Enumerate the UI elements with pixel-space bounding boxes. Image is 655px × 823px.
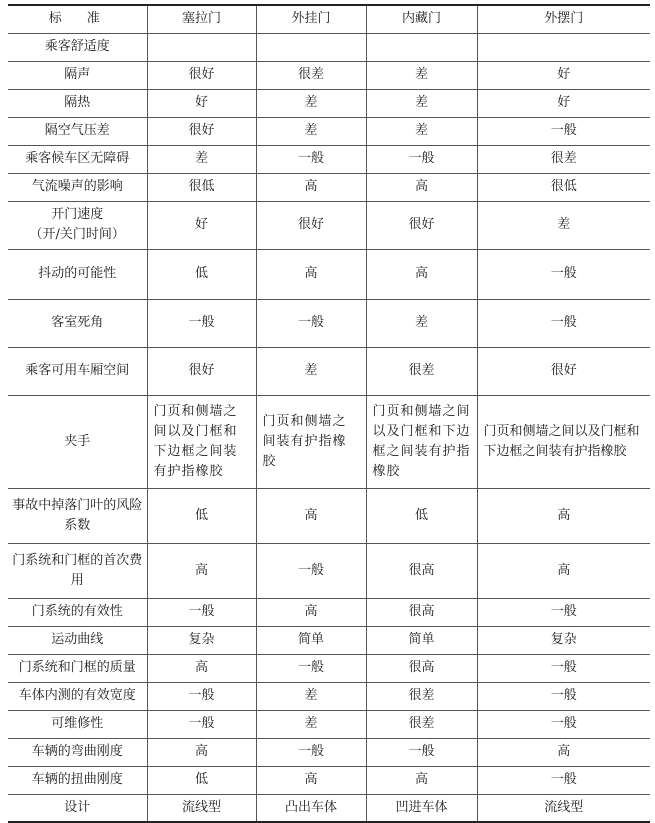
header-pocket-door: 内藏门 [366, 5, 477, 33]
table-cell: 凸出车体 [256, 794, 366, 822]
table-cell [366, 33, 477, 61]
table-cell: 门页和侧墙之间以及门框和下边框之间装有护指橡胶 [147, 395, 256, 488]
table-cell: 高 [256, 173, 366, 201]
header-external-sliding-door: 外挂门 [256, 5, 366, 33]
table-row [8, 145, 650, 173]
table-cell: 差 [366, 89, 477, 117]
table-cell: 很差 [366, 347, 477, 395]
table-row [8, 626, 650, 654]
table-cell: 低 [147, 766, 256, 794]
table-cell: 低 [147, 249, 256, 299]
table-cell: 高 [256, 249, 366, 299]
table-cell: 很好 [366, 201, 477, 249]
row-label: 乘客舒适度 [8, 33, 147, 61]
table-cell: 很高 [366, 654, 477, 682]
table-cell: 很好 [147, 117, 256, 145]
table-cell: 很差 [256, 61, 366, 89]
table-cell: 门页和侧墙之间以及门框和下边框之间装有护指橡胶 [477, 395, 650, 488]
table-cell: 一般 [366, 738, 477, 766]
table-row [8, 794, 650, 822]
table-cell: 一般 [256, 654, 366, 682]
table-cell [477, 33, 650, 61]
table-cell: 差 [366, 117, 477, 145]
table-cell: 很差 [477, 145, 650, 173]
row-label: 隔空气压差 [8, 117, 147, 145]
table-row [8, 710, 650, 738]
table-cell: 差 [256, 89, 366, 117]
table-cell: 好 [147, 201, 256, 249]
row-label: 车体内测的有效宽度 [8, 682, 147, 710]
table-cell: 很差 [366, 710, 477, 738]
row-label: 隔热 [8, 89, 147, 117]
table-cell: 好 [147, 89, 256, 117]
table-cell: 简单 [256, 626, 366, 654]
table-cell: 一般 [477, 117, 650, 145]
row-label: 隔声 [8, 61, 147, 89]
table-cell: 好 [477, 61, 650, 89]
table-cell: 很低 [477, 173, 650, 201]
header-plug-door: 塞拉门 [147, 5, 256, 33]
table-cell: 流线型 [147, 794, 256, 822]
row-label: 运动曲线 [8, 626, 147, 654]
table-cell: 好 [477, 89, 650, 117]
table-cell: 高 [256, 766, 366, 794]
table-cell: 凹进车体 [366, 794, 477, 822]
table-cell [256, 33, 366, 61]
table-cell: 很低 [147, 173, 256, 201]
row-label: 气流噪声的影响 [8, 173, 147, 201]
row-label: 开门速度 （开/关门时间） [8, 201, 147, 249]
table-row [8, 543, 650, 598]
table-cell: 一般 [477, 249, 650, 299]
table-cell: 很好 [147, 61, 256, 89]
table-header-row [8, 5, 650, 33]
row-label: 车辆的扭曲刚度 [8, 766, 147, 794]
table-cell: 一般 [477, 710, 650, 738]
table-row [8, 299, 650, 347]
row-label: 乘客候车区无障碍 [8, 145, 147, 173]
table-cell: 高 [147, 654, 256, 682]
table-row [8, 89, 650, 117]
row-label: 乘客可用车厢空间 [8, 347, 147, 395]
table-cell: 高 [366, 249, 477, 299]
table-row [8, 201, 650, 249]
table-cell: 很好 [147, 347, 256, 395]
table-cell: 低 [147, 488, 256, 543]
table-cell: 差 [477, 201, 650, 249]
table-cell: 差 [256, 710, 366, 738]
table-cell: 高 [147, 543, 256, 598]
table-cell: 高 [366, 766, 477, 794]
table-cell: 差 [256, 347, 366, 395]
row-label: 设计 [8, 794, 147, 822]
table-cell: 一般 [147, 299, 256, 347]
table-cell: 一般 [256, 145, 366, 173]
table-cell: 一般 [256, 299, 366, 347]
table-cell: 一般 [147, 710, 256, 738]
table-cell: 一般 [147, 598, 256, 626]
table-cell: 很好 [256, 201, 366, 249]
table-cell: 简单 [366, 626, 477, 654]
row-label: 门系统和门框的首次费用 [8, 543, 147, 598]
table-cell: 高 [256, 598, 366, 626]
table-cell: 差 [147, 145, 256, 173]
table-row [8, 766, 650, 794]
header-criteria: 标 准 [8, 5, 147, 33]
table-row [8, 488, 650, 543]
table-row [8, 33, 650, 61]
table-cell: 一般 [477, 766, 650, 794]
table-cell: 很好 [477, 347, 650, 395]
header-swing-door: 外摆门 [477, 5, 650, 33]
table-cell: 复杂 [147, 626, 256, 654]
table-cell: 一般 [477, 299, 650, 347]
table-cell: 差 [366, 61, 477, 89]
row-label: 客室死角 [8, 299, 147, 347]
table-cell: 很高 [366, 543, 477, 598]
table-cell: 高 [477, 543, 650, 598]
table-cell: 一般 [147, 682, 256, 710]
table-cell: 高 [477, 488, 650, 543]
row-label: 门系统和门框的质量 [8, 654, 147, 682]
row-label: 车辆的弯曲刚度 [8, 738, 147, 766]
row-label: 可维修性 [8, 710, 147, 738]
table-cell: 门页和侧墙之间以及门框和下边框之间装有护指橡胶 [366, 395, 477, 488]
table-cell: 一般 [477, 598, 650, 626]
table-row [8, 682, 650, 710]
table-cell: 差 [366, 299, 477, 347]
table-row [8, 61, 650, 89]
table-cell: 差 [256, 117, 366, 145]
table-row [8, 249, 650, 299]
table-row [8, 117, 650, 145]
table-cell: 高 [256, 488, 366, 543]
table-row [8, 738, 650, 766]
table-cell: 门页和侧墙之间装有护指橡胶 [256, 395, 366, 488]
row-label: 门系统的有效性 [8, 598, 147, 626]
table-row [8, 395, 650, 488]
table-cell: 复杂 [477, 626, 650, 654]
table-row [8, 347, 650, 395]
table-cell: 流线型 [477, 794, 650, 822]
table-row [8, 598, 650, 626]
door-comparison-table [8, 4, 650, 823]
table-cell: 高 [477, 738, 650, 766]
table-cell: 一般 [477, 682, 650, 710]
table-cell: 一般 [366, 145, 477, 173]
table-row [8, 173, 650, 201]
table-cell: 一般 [256, 543, 366, 598]
table-cell: 低 [366, 488, 477, 543]
table-cell: 一般 [256, 738, 366, 766]
row-label: 事故中掉落门叶的风险系数 [8, 488, 147, 543]
table-cell: 很差 [366, 682, 477, 710]
table-cell: 高 [366, 173, 477, 201]
table-cell: 一般 [477, 654, 650, 682]
row-label: 夹手 [8, 395, 147, 488]
table-cell: 高 [147, 738, 256, 766]
table-cell [147, 33, 256, 61]
table-row [8, 654, 650, 682]
table-cell: 很高 [366, 598, 477, 626]
row-label: 抖动的可能性 [8, 249, 147, 299]
table-cell: 差 [256, 682, 366, 710]
